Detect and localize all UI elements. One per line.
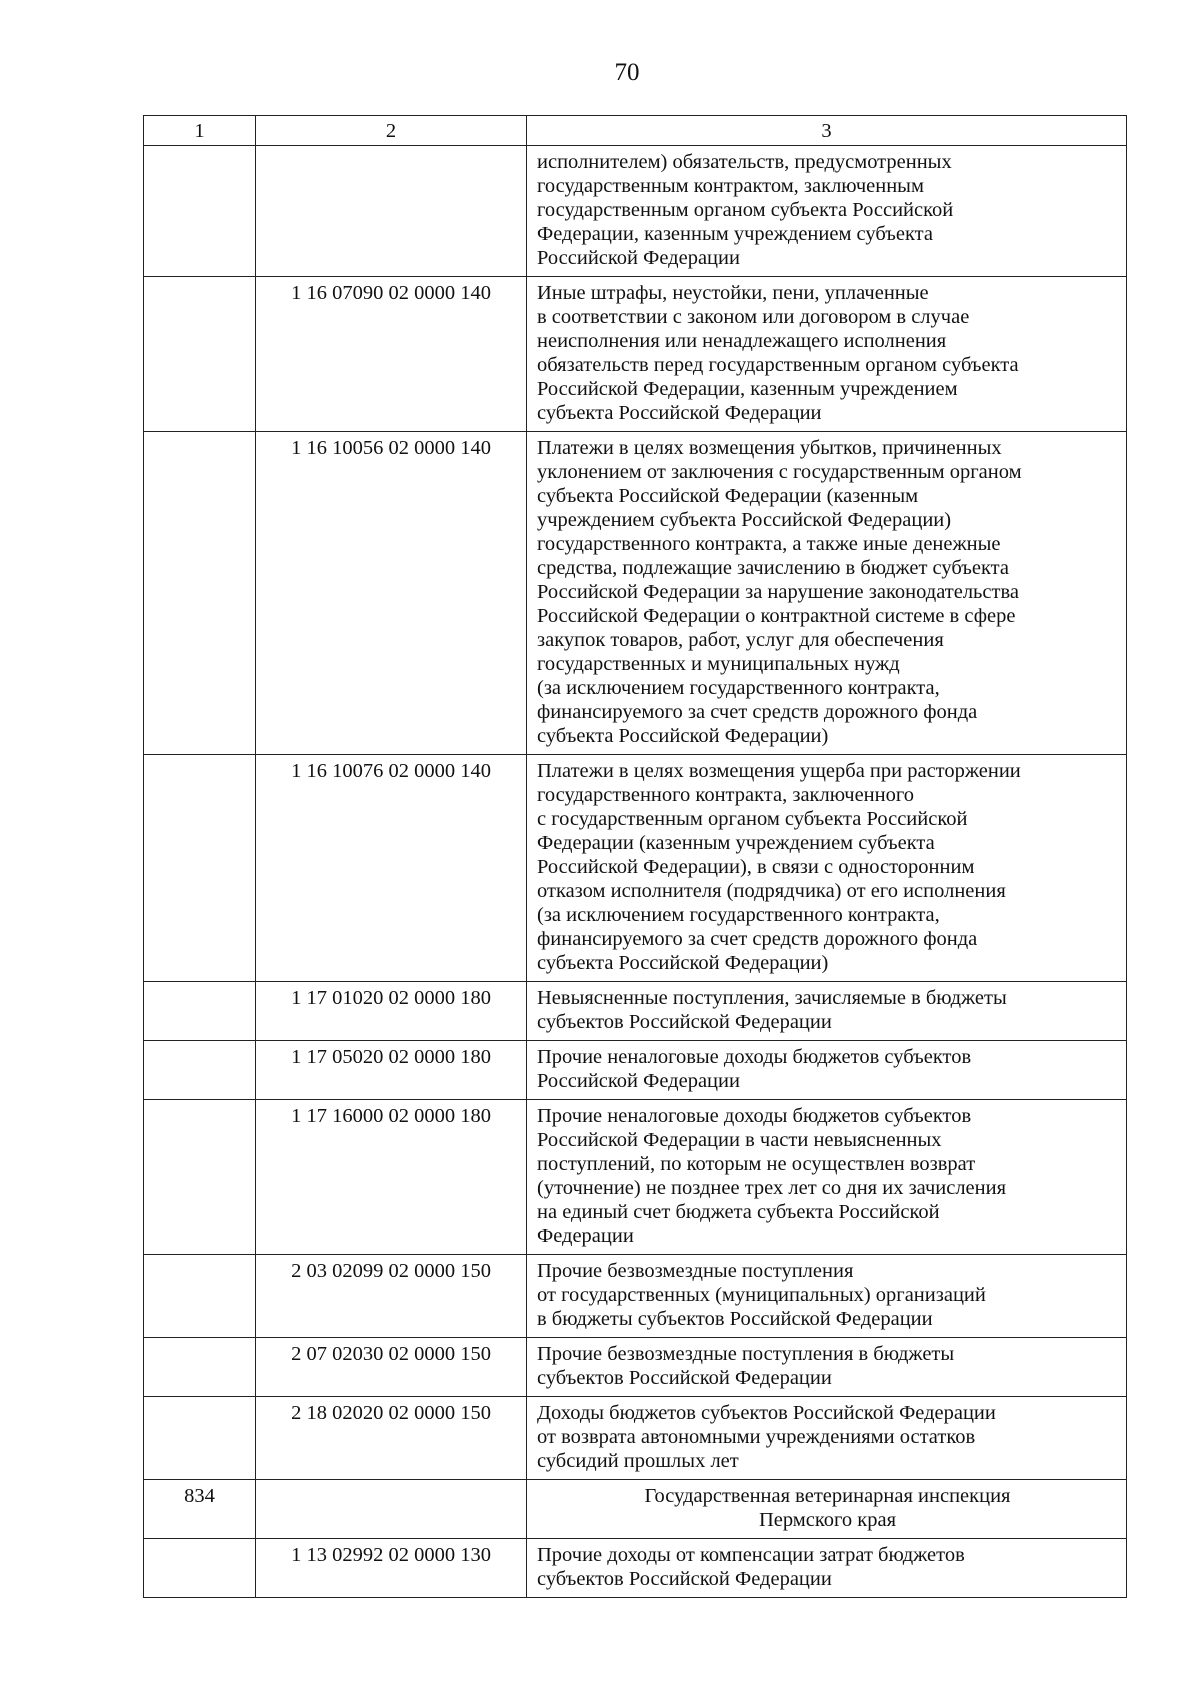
page-number: 70 [614,59,640,86]
description-line: субъектов Российской Федерации [537,1568,832,1590]
revenue-description-cell [527,1480,1127,1539]
description-line: от возврата автономными учреждениями остатков [537,1426,976,1448]
description-line: финансируемого за счет средств дорожного фонда [537,701,978,723]
administrator-code-cell [144,1539,256,1598]
description-line: субъекта Российской Федерации [537,402,822,424]
revenue-description-cell [527,1539,1127,1598]
description-line: средства, подлежащие зачислению в бюджет субъекта [537,557,1009,579]
description-line: Невыясненные поступления, зачисляемые в бюджеты [537,987,1007,1009]
revenue-code-cell: 1 17 16000 02 0000 180 [256,1100,527,1255]
description-line: учреждением субъекта Российской Федерации) [537,509,952,531]
table-row [144,1041,1127,1100]
table-row [144,982,1127,1041]
table-row [144,755,1127,982]
description-line: Федерации (казенным учреждением субъекта [537,832,935,854]
description-line: государственного контракта, а также иные денежные [537,533,1001,555]
description-line: в бюджеты субъектов Российской Федерации [537,1308,933,1330]
description-line: Доходы бюджетов субъектов Российской Федерации [537,1402,996,1424]
description-line: (уточнение) не позднее трех лет со дня их зачисления [537,1177,1007,1199]
table-row [144,1480,1127,1539]
description-line: Прочие доходы от компенсации затрат бюджетов [537,1544,965,1566]
table-row [144,1338,1127,1397]
table-row [144,277,1127,432]
table-row [144,1100,1127,1255]
table-row [144,432,1127,755]
description-line: Российской Федерации, казенным учреждением [537,378,958,400]
description-line: государственного контракта, заключенного [537,784,915,806]
description-line: субъекта Российской Федерации) [537,725,829,747]
description-line: в соответствии с законом или договором в случае [537,306,970,328]
administrator-code-cell [144,1041,256,1100]
description-line: субъектов Российской Федерации [537,1367,832,1389]
description-line: Иные штрафы, неустойки, пени, уплаченные [537,282,929,304]
header-col-3: 3 [527,116,1127,146]
table-body [144,146,1127,1598]
revenue-description-cell [527,1041,1127,1100]
description-line: Прочие безвозмездные поступления в бюджеты [537,1343,955,1365]
description-line: на единый счет бюджета субъекта Российской [537,1201,940,1223]
revenue-code-cell [256,1480,527,1539]
revenue-code-cell: 1 16 10056 02 0000 140 [256,432,527,755]
description-line: Федерации, казенным учреждением субъекта [537,223,933,245]
description-line: Российской Федерации [537,247,740,269]
description-line: финансируемого за счет средств дорожного фонда [537,928,978,950]
header-row [144,116,1127,146]
administrator-code-cell [144,146,256,277]
administrator-code-cell: 834 [144,1480,256,1539]
revenue-description-cell [527,277,1127,432]
administrator-code-cell [144,1338,256,1397]
revenue-code-cell: 1 17 05020 02 0000 180 [256,1041,527,1100]
revenue-code-cell: 2 03 02099 02 0000 150 [256,1255,527,1338]
revenue-description-cell [527,755,1127,982]
revenue-code-cell: 2 18 02020 02 0000 150 [256,1397,527,1480]
description-line: Государственная ветеринарная инспекция [644,1485,1011,1507]
description-line: Федерации [537,1225,634,1247]
description-line: субъекта Российской Федерации) [537,952,829,974]
revenue-description-cell [527,146,1127,277]
description-line: с государственным органом субъекта Российской [537,808,968,830]
description-line: субъекта Российской Федерации (казенным [537,485,919,507]
table-row [144,1539,1127,1598]
revenue-description-cell [527,1255,1127,1338]
revenue-description-cell [527,1100,1127,1255]
description-line: Прочие неналоговые доходы бюджетов субъектов [537,1105,972,1127]
description-line: Пермского края [758,1509,897,1531]
revenue-description-cell [527,432,1127,755]
table-row [144,146,1127,277]
description-line: закупок товаров, работ, услуг для обеспечения [537,629,944,651]
description-line: неисполнения или ненадлежащего исполнения [537,330,947,352]
revenue-description-cell [527,1338,1127,1397]
description-line: поступлений, по которым не осуществлен возврат [537,1153,976,1175]
description-line: (за исключением государственного контракта, [537,904,940,926]
description-line: Российской Федерации), в связи с односторонним [537,856,975,878]
description-line: от государственных (муниципальных) организаций [537,1284,986,1306]
description-line: субсидий прошлых лет [537,1450,739,1472]
administrator-code-cell [144,432,256,755]
description-line: Российской Федерации в части невыясненных [537,1129,942,1151]
description-line: Российской Федерации о контрактной системе в сфере [537,605,1016,627]
administrator-code-cell [144,1255,256,1338]
description-line: государственных и муниципальных нужд [537,653,900,675]
description-line: Российской Федерации за нарушение законодательства [537,581,1019,603]
header-col-2: 2 [256,116,527,146]
administrator-code-cell [144,277,256,432]
description-line: Российской Федерации [537,1070,740,1092]
description-line: уклонением от заключения с государственным органом [537,461,1022,483]
table-header [144,116,1127,146]
description-line: Платежи в целях возмещения ущерба при расторжении [537,760,1021,782]
table-row [144,1255,1127,1338]
description-line: обязательств перед государственным органом субъекта [537,354,1019,376]
description-line: исполнителем) обязательств, предусмотренных [537,151,952,173]
header-col-1: 1 [144,116,256,146]
revenue-description-cell [527,982,1127,1041]
description-line: Прочие безвозмездные поступления [537,1260,854,1282]
revenue-code-cell [256,146,527,277]
table-row [144,1397,1127,1480]
revenue-code-cell: 1 16 07090 02 0000 140 [256,277,527,432]
description-line: Прочие неналоговые доходы бюджетов субъектов [537,1046,972,1068]
administrator-code-cell [144,755,256,982]
revenue-description-cell [527,1397,1127,1480]
revenue-code-cell: 1 16 10076 02 0000 140 [256,755,527,982]
description-line: отказом исполнителя (подрядчика) от его исполнения [537,880,1006,902]
description-line: государственным органом субъекта Российской [537,199,954,221]
description-line: субъектов Российской Федерации [537,1011,832,1033]
description-line: государственным контрактом, заключенным [537,175,924,197]
revenue-codes-table [143,115,1127,1598]
description-line: Платежи в целях возмещения убытков, причиненных [537,437,1002,459]
revenue-code-cell: 2 07 02030 02 0000 150 [256,1338,527,1397]
revenue-code-cell: 1 17 01020 02 0000 180 [256,982,527,1041]
administrator-code-cell [144,982,256,1041]
description-line: (за исключением государственного контракта, [537,677,940,699]
administrator-code-cell [144,1397,256,1480]
revenue-code-cell: 1 13 02992 02 0000 130 [256,1539,527,1598]
administrator-code-cell [144,1100,256,1255]
